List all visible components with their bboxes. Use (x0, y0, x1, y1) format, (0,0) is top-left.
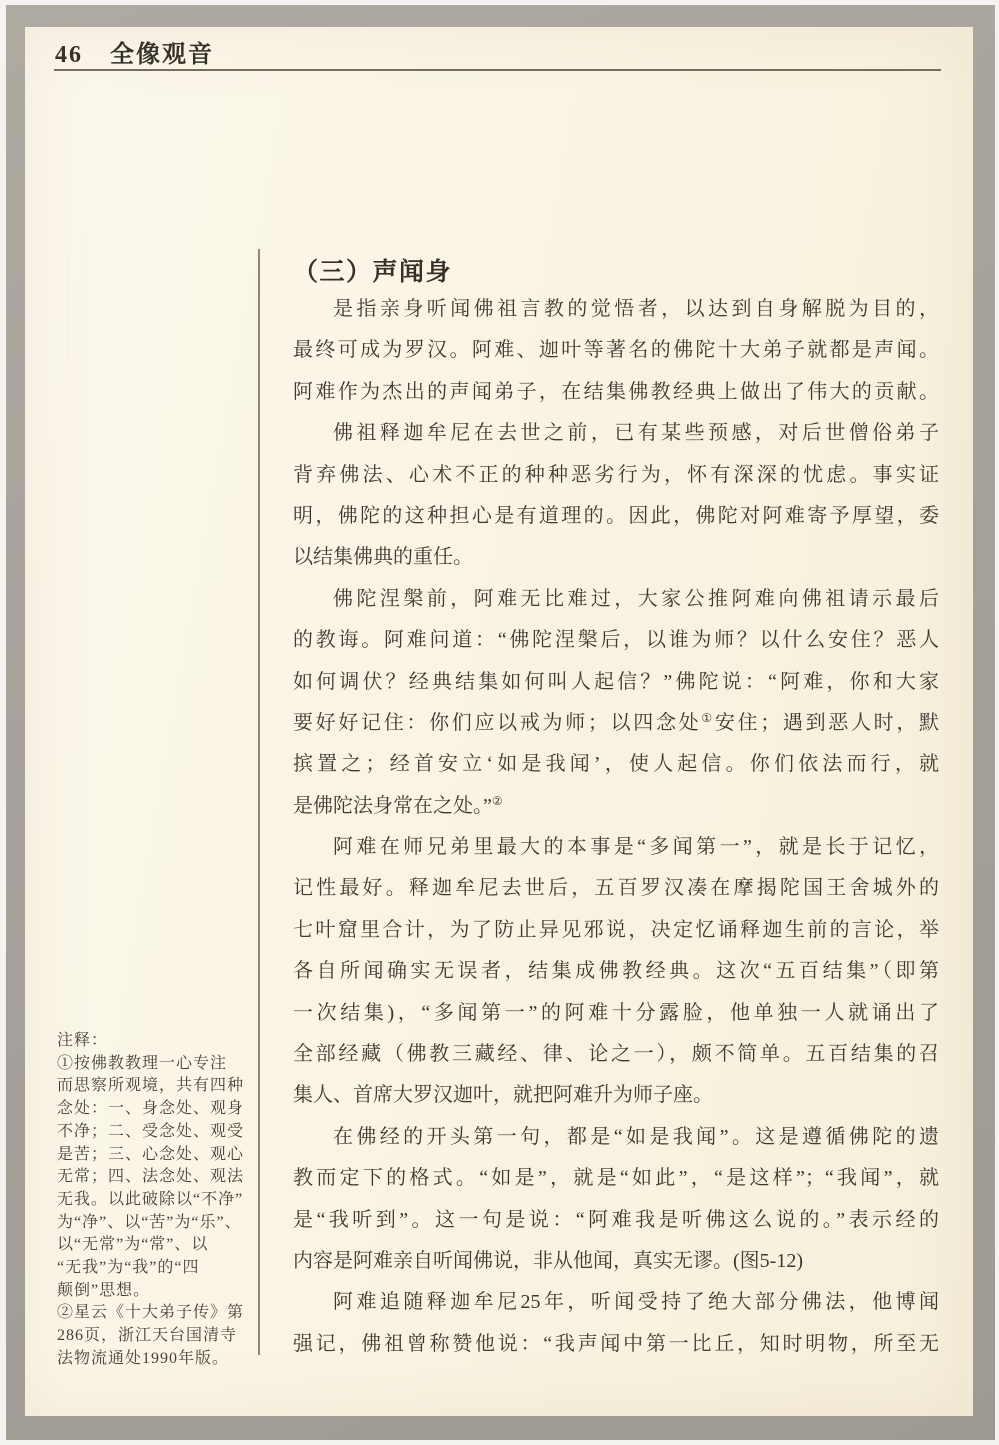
note-line: 是苦；三、心念处、观心 (57, 1145, 245, 1163)
note-line: 为“净”、以“苦”为“乐”、 (57, 1213, 242, 1231)
note-line: 法物流通处1990年版。 (57, 1349, 230, 1367)
body-line: 明，佛陀的这种担心是有道理的。因此，佛陀对阿难寄予厚望，委 (293, 504, 939, 527)
note-line: 无我。以此破除以“不净” (57, 1190, 244, 1208)
body-line: 佛陀涅槃前，阿难无比难过，大家公推阿难向佛祖请示最后 (333, 587, 939, 610)
note-line: 不净；二、受念处、观受 (57, 1122, 245, 1140)
note-line: ②星云《十大弟子传》第 (57, 1304, 245, 1322)
note-line: “无我”为“我”的“四 (57, 1259, 200, 1277)
body-line: 在佛经的开头第一句，都是“如是我闻”。这是遵循佛陀的遗 (333, 1125, 939, 1148)
body-line: 摈置之；经首安立‘如是我闻’，使人起信。你们依法而行，就 (293, 753, 939, 776)
body-line (293, 703, 939, 744)
body-line (293, 786, 939, 827)
header-rule (54, 69, 941, 71)
body-line: 是“我听到”。这一句是说：“阿难我是听佛这么说的。”表示经的 (293, 1208, 939, 1231)
note-line: ①按佛教教理一心专注 (57, 1054, 228, 1072)
body-line-text: 安住；遇到恶人时，默 (714, 711, 940, 734)
book-page (25, 27, 973, 1416)
footnote-marker: ① (701, 710, 715, 725)
body-line: 内容是阿难亲自听闻佛说，非从他闻，真实无谬。(图5-12) (293, 1249, 803, 1272)
body-line: 佛祖释迦牟尼在去世之前，已有某些预感，对后世僧俗弟子 (333, 422, 939, 445)
body-line: 背弃佛法、心术不正的种种恶劣行为，怀有深深的忧虑。事实证 (293, 463, 939, 486)
section-heading: （三）声闻身 (293, 259, 453, 286)
note-line: 无常；四、法念处、观法 (57, 1168, 245, 1186)
note-line: 颠倒”思想。 (57, 1281, 151, 1299)
note-line: 以“无常”为“常”、以 (57, 1236, 209, 1254)
body-line: 记性最好。释迦牟尼去世后，五百罗汉凑在摩揭陀国王舍城外的 (293, 877, 939, 900)
body-line: 七叶窟里合计，为了防止异见邪说，决定忆诵释迦生前的言论，举 (293, 918, 939, 941)
note-line: 念处：一、身念处、观身 (57, 1100, 245, 1118)
body-line: 阿难在师兄弟里最大的本事是“多闻第一”，就是长于记忆， (333, 836, 939, 859)
body-line-text: 要好好记住：你们应以戒为师；以四念处 (293, 711, 702, 734)
notes-title: 注释： (57, 1032, 109, 1049)
body-line: 以结集佛典的重任。 (293, 546, 473, 569)
body-line: 教而定下的格式。“如是”，就是“如此”，“是这样”；“我闻”，就 (293, 1167, 939, 1190)
page-number: 46 (55, 42, 83, 68)
body-line: 阿难作为杰出的声闻弟子，在结集佛教经典上做出了伟大的贡献。 (293, 380, 939, 403)
body-column (293, 289, 939, 1365)
body-line: 一次结集)，“多闻第一”的阿难十分露脸，他单独一人就诵出了 (293, 1001, 939, 1024)
body-line: 最终可成为罗汉。阿难、迦叶等著名的佛陀十大弟子就都是声闻。 (293, 339, 939, 362)
body-line: 阿难追随释迦牟尼25年，听闻受持了绝大部分佛法，他博闻 (333, 1291, 939, 1314)
body-line: 强记，佛祖曾称赞他说：“我声闻中第一比丘，知时明物，所至无 (293, 1332, 939, 1355)
body-line: 全部经藏（佛教三藏经、律、论之一），颇不简单。五百结集的召 (293, 1043, 939, 1066)
body-line: 的教诲。阿难问道：“佛陀涅槃后，以谁为师？以什么安住？恶人 (293, 629, 939, 652)
footnote-marker: ② (491, 793, 503, 808)
note-line: 而思察所观境，共有四种 (57, 1077, 245, 1095)
body-line: 各自所闻确实无误者，结集成佛教经典。这次“五百结集”（即第 (293, 960, 939, 983)
note-line: 286页，浙江天台国清寺 (57, 1327, 238, 1345)
body-line: 是指亲身听闻佛祖言教的觉悟者，以达到自身解脱为目的， (333, 298, 939, 320)
book-title: 全像观音 (110, 42, 214, 68)
notes-column (57, 1030, 261, 1371)
body-line: 集人、首席大罗汉迦叶，就把阿难升为师子座。 (293, 1084, 713, 1107)
body-line-text: 是佛陀法身常在之处。” (293, 794, 492, 817)
body-line: 如何调伏？经典结集如何叫人起信？”佛陀说：“阿难，你和大家 (293, 670, 939, 693)
page-header (55, 34, 214, 69)
